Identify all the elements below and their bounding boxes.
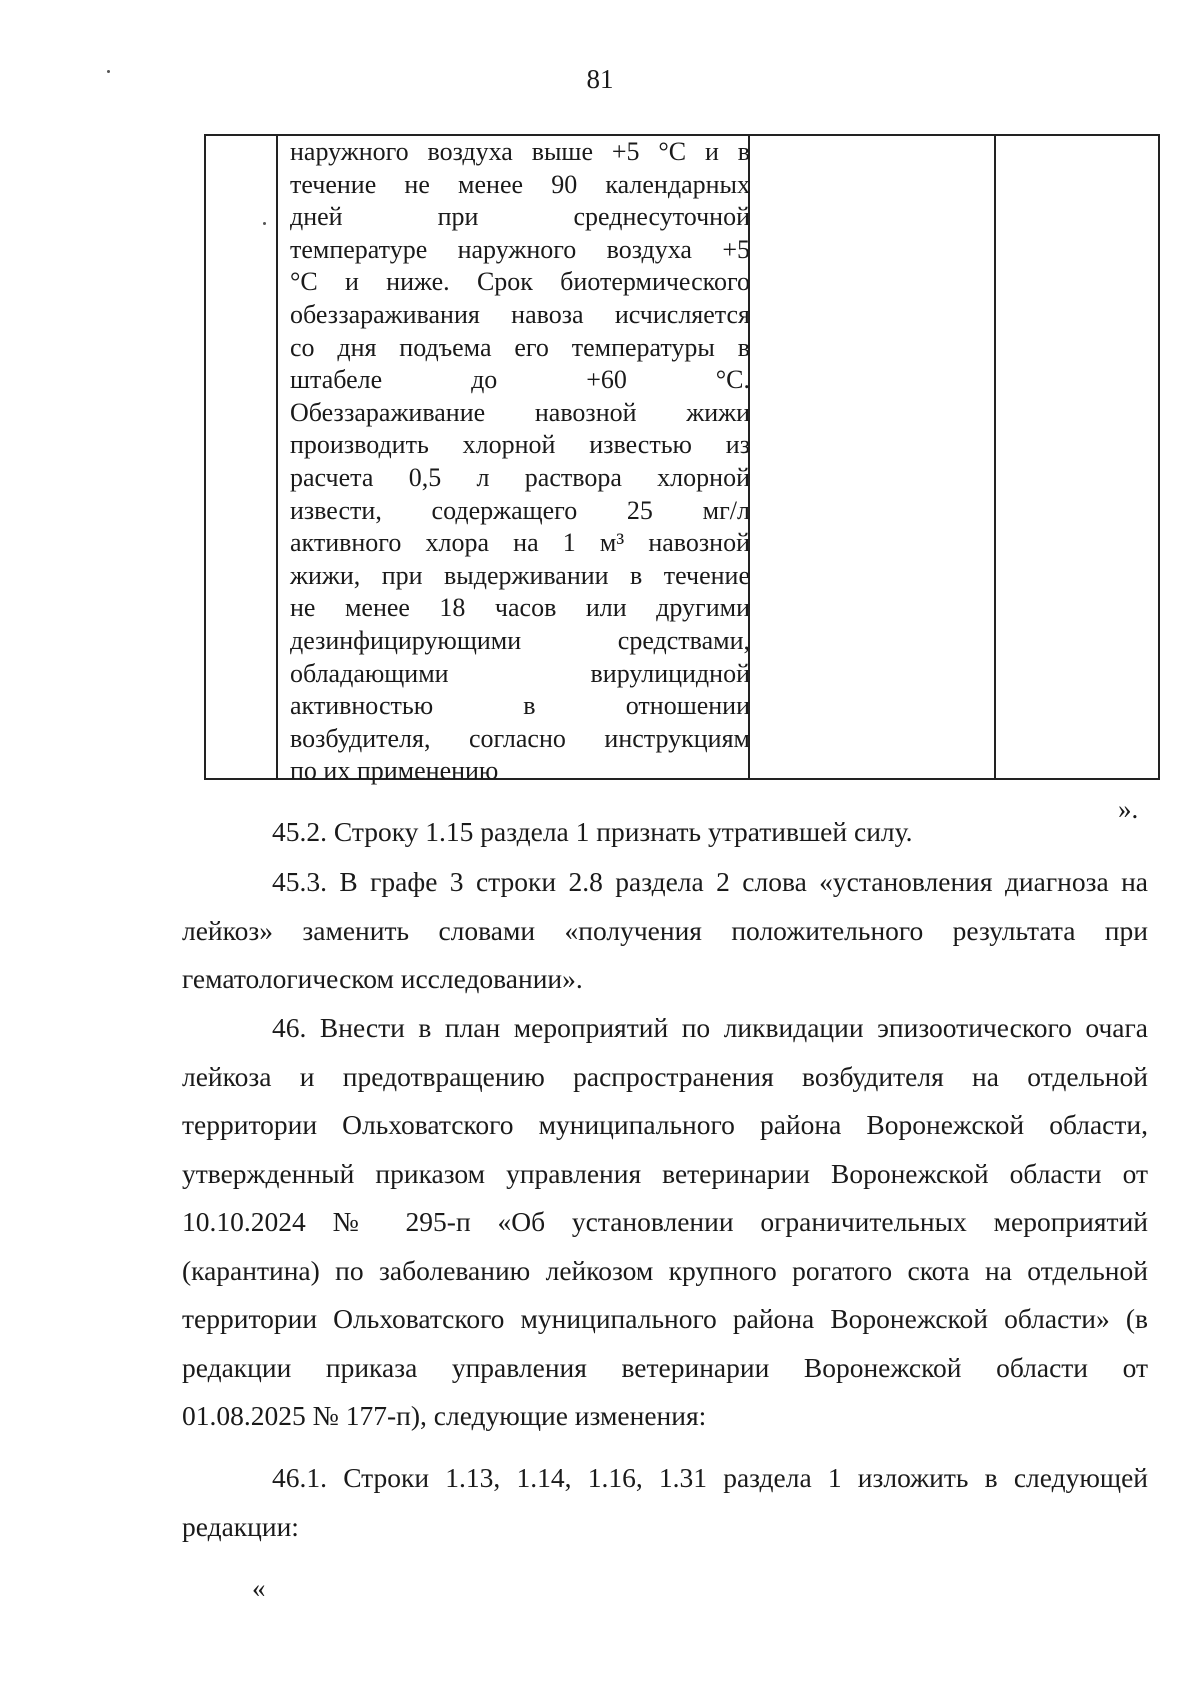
paragraph-line: редакции приказа управления ветеринарии Воронежской области от [182, 1351, 1148, 1383]
cell-line: активного хлора на 1 м³ навозной [290, 528, 750, 558]
cell-line: дезинфицирующими средствами, [290, 625, 750, 655]
paragraph-line: гематологическом исследовании». [182, 963, 583, 994]
cell-line: температуре наружного воздуха +5 [290, 234, 750, 264]
paragraph-line: территории Ольховатского муниципального района Воронежской области, [182, 1109, 1148, 1140]
cell-line: дней при среднесуточной [290, 202, 750, 232]
cell-line: расчета 0,5 л раствора хлорной [290, 462, 750, 492]
paragraph-line: 45.2. Строку 1.15 раздела 1 признать утратившей силу. [272, 816, 913, 847]
table-cell-text [290, 136, 750, 788]
cell-line: производить хлорной известью из [290, 430, 750, 460]
scan-speck [107, 70, 110, 73]
opening-quote: « [252, 1573, 266, 1603]
paragraph-45-2 [182, 808, 1148, 857]
table-fragment [204, 134, 1160, 786]
cell-line: обеззараживания навоза исчисляется [290, 299, 750, 329]
cell-line: по их применению [290, 756, 499, 786]
paragraph-line: территории Ольховатского муниципального района Воронежской области» (в [182, 1303, 1148, 1334]
paragraph-46 [182, 1004, 1148, 1441]
paragraph-line: 46. Внести в план мероприятий по ликвидации эпизоотического очага [272, 1012, 1148, 1043]
cell-line: штабеле до +60 °С. [290, 365, 750, 395]
paragraph-line: 10.10.2024 № 295-п «Об установлении ограничительных мероприятий [182, 1206, 1148, 1237]
paragraph-line: (карантина) по заболеванию лейкозом крупного рогатого скота на отдельной [182, 1254, 1148, 1286]
cell-line: °С и ниже. Срок биотермического [290, 267, 750, 297]
cell-line: активностью в отношении [290, 691, 750, 721]
paragraph-line: утвержденный приказом управления ветеринарии Воронежской области от [182, 1157, 1148, 1189]
cell-line: наружного воздуха выше +5 °С и в [290, 137, 750, 166]
paragraph-46-1 [182, 1454, 1148, 1551]
cell-line: не менее 18 часов или другими [290, 593, 750, 623]
closing-quote: ». [1118, 794, 1139, 824]
cell-line: возбудителя, согласно инструкциям [290, 723, 750, 753]
cell-line: течение не менее 90 календарных [290, 169, 750, 199]
paragraph-line: 45.3. В графе 3 строки 2.8 раздела 2 слова «установления диагноза на [272, 866, 1148, 897]
paragraph-line: 46.1. Строки 1.13, 1.14, 1.16, 1.31 раздела 1 изложить в следующей [272, 1462, 1148, 1493]
cell-line: со дня подъема его температуры в [290, 332, 750, 362]
table-column-divider [276, 136, 278, 778]
cell-line: обладающими вирулицидной [290, 658, 750, 688]
cell-line: жижи, при выдерживании в течение [290, 560, 750, 590]
paragraph-line: 01.08.2025 № 177-п), следующие изменения: [182, 1400, 707, 1431]
table-column-divider [994, 136, 996, 778]
paragraph-line: редакции: [182, 1510, 299, 1542]
paragraph-line: лейкоза и предотвращению распространения возбудителя на отдельной [182, 1060, 1148, 1092]
page-number: 81 [586, 64, 614, 94]
paragraph-45-3 [182, 858, 1148, 1004]
paragraph-line: лейкоз» заменить словами «получения положительного результата при [182, 914, 1148, 946]
cell-line: Обеззараживание навозной жижи [290, 397, 750, 427]
cell-line: извести, содержащего 25 мг/л [290, 495, 750, 525]
